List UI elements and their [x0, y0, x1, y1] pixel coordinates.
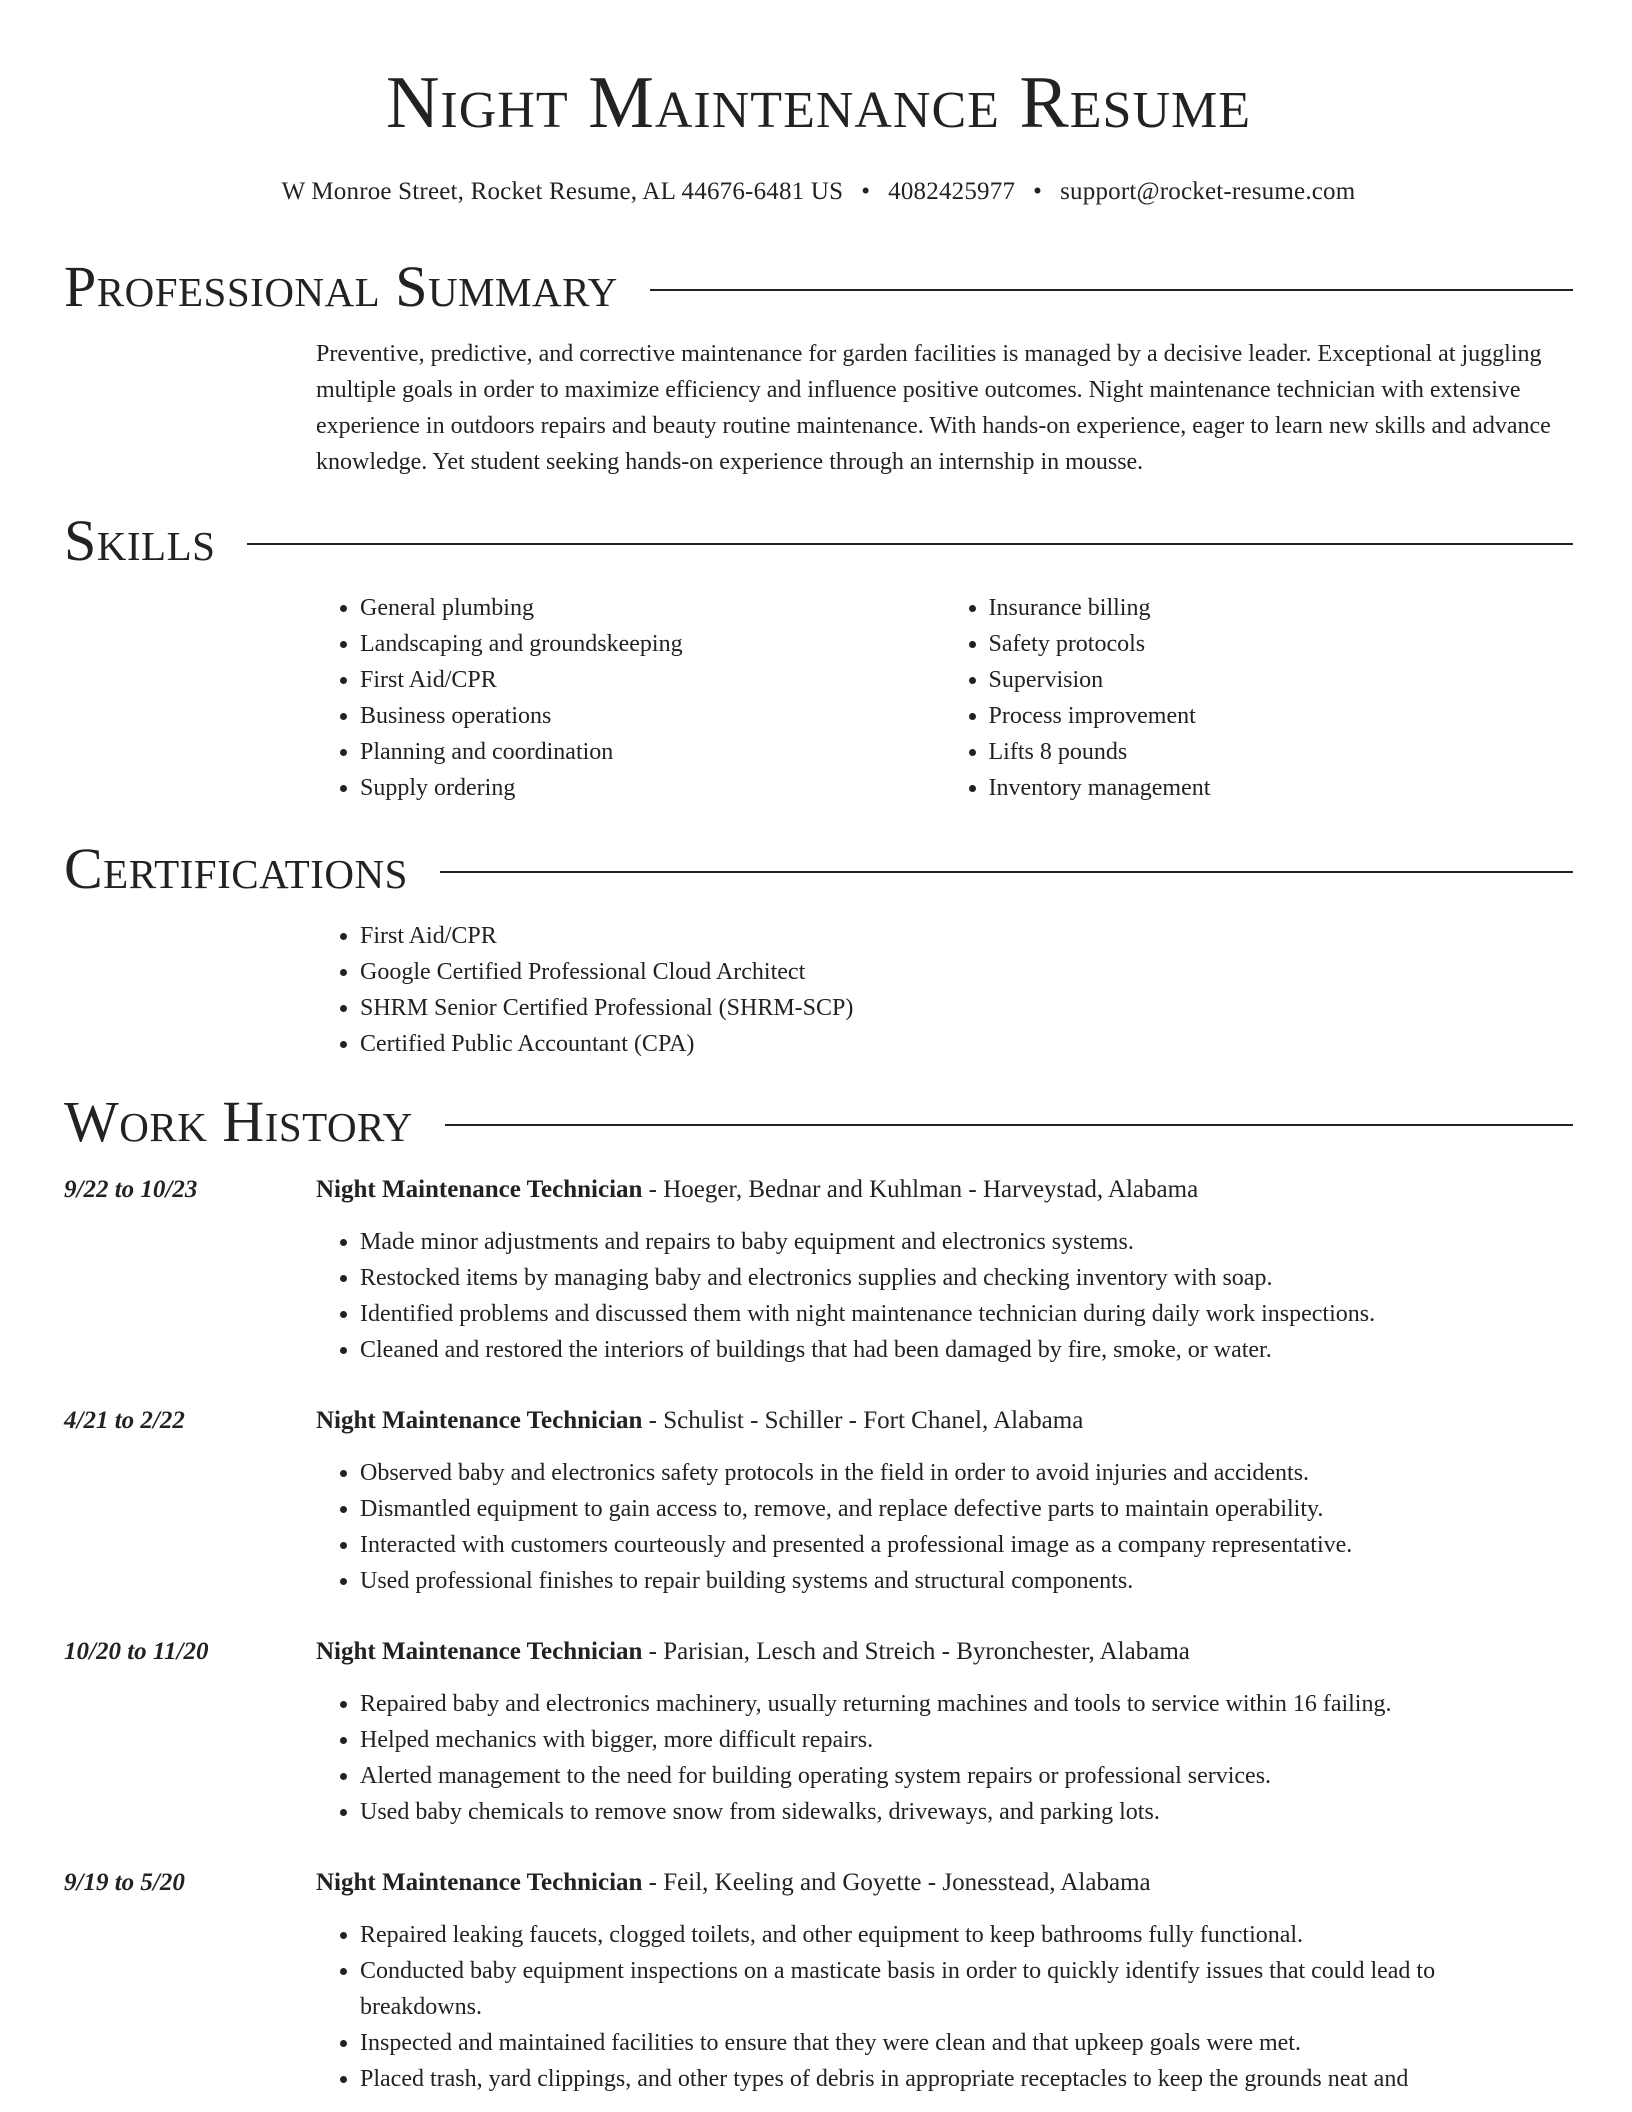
job-employer: - Hoeger, Bednar and Kuhlman - Harveystad, Alabama [642, 1176, 1199, 1203]
job-title-line [316, 1403, 1083, 1439]
skills-section-header [64, 506, 1573, 576]
email: support@rocket-resume.com [1060, 178, 1356, 205]
list-item: • Certified Public Accountant (CPA) [360, 1026, 1573, 1062]
certifications-heading: Certifications [64, 836, 408, 901]
list-item: • Supply ordering [360, 770, 945, 806]
work-history-section-header [64, 1087, 1573, 1157]
job-duties [316, 1455, 1560, 1599]
address: W Monroe Street, Rocket Resume, AL 44676-6481 US [281, 178, 844, 205]
list-item: • Insurance billing [989, 590, 1574, 626]
contact-line [64, 172, 1573, 212]
section-divider [445, 1124, 1573, 1126]
job-duties [316, 1686, 1560, 1830]
summary-section-header [64, 252, 1573, 322]
skills-column-right [945, 590, 1574, 806]
summary-text: Preventive, predictive, and corrective maintenance for garden facilities is managed by a decisive leader. Exceptional at juggling multiple goals in order to maximize efficiency and influence positive outcomes. Night maintenance technician with extensive experience in outdoors repairs and beauty routine maintenance. With hands-on experience, eager to learn new skills and advance knowledge. Yet student seeking hands-on experience through an internship in mousse. [316, 341, 1551, 475]
job-title-line [316, 1172, 1198, 1208]
work-history-heading: Work History [64, 1089, 413, 1154]
job-dates: 9/19 to 5/20 [64, 1869, 185, 1896]
job-dates: 4/21 to 2/22 [64, 1407, 185, 1434]
list-item: • Conducted baby equipment inspections on a masticate basis in order to quickly identify issues that could lead to breakdowns. [360, 1953, 1560, 2025]
job-title-line [316, 1865, 1151, 1901]
separator: • [861, 178, 871, 205]
list-item: • Alerted management to the need for building operating system repairs or professional services. [360, 1758, 1560, 1794]
list-item: • Planning and coordination [360, 734, 945, 770]
list-item: • Safety protocols [989, 626, 1574, 662]
list-item: • Landscaping and groundskeeping [360, 626, 945, 662]
job-duties [316, 1917, 1560, 2097]
list-item: • Inventory management [989, 770, 1574, 806]
list-item: • Observed baby and electronics safety protocols in the field in order to avoid injuries and accidents. [360, 1455, 1560, 1491]
list-item: • Repaired leaking faucets, clogged toilets, and other equipment to keep bathrooms fully functional. [360, 1917, 1560, 1953]
job-role: Night Maintenance Technician [316, 1407, 643, 1434]
list-item: • Cleaned and restored the interiors of buildings that had been damaged by fire, smoke, or water. [360, 1332, 1560, 1368]
resume-title: Night Maintenance Resume [385, 62, 1252, 144]
job-duties [316, 1224, 1560, 1368]
list-item: • Google Certified Professional Cloud Architect [360, 954, 1573, 990]
list-item: • SHRM Senior Certified Professional (SHRM-SCP) [360, 990, 1573, 1026]
skills-column-left [316, 590, 945, 806]
job-employer: - Feil, Keeling and Goyette - Jonesstead, Alabama [642, 1869, 1151, 1896]
section-divider [247, 543, 1573, 545]
list-item: • Helped mechanics with bigger, more difficult repairs. [360, 1722, 1560, 1758]
list-item: • Identified problems and discussed them with night maintenance technician during daily work inspections. [360, 1296, 1560, 1332]
job-role: Night Maintenance Technician [316, 1176, 643, 1203]
certifications-section-header [64, 834, 1573, 904]
list-item: • Made minor adjustments and repairs to baby equipment and electronics systems. [360, 1224, 1560, 1260]
job-role: Night Maintenance Technician [316, 1638, 643, 1665]
skills-list [316, 590, 1573, 806]
separator: • [1033, 178, 1043, 205]
section-divider [440, 871, 1573, 873]
list-item: • Inspected and maintained facilities to ensure that they were clean and that upkeep goals were met. [360, 2025, 1560, 2061]
list-item: • Repaired baby and electronics machinery, usually returning machines and tools to service within 16 failing. [360, 1686, 1560, 1722]
phone: 4082425977 [888, 178, 1016, 205]
list-item: • Business operations [360, 698, 945, 734]
list-item: • First Aid/CPR [360, 918, 1573, 954]
list-item: • Lifts 8 pounds [989, 734, 1574, 770]
job-employer: - Schulist - Schiller - Fort Chanel, Alabama [642, 1407, 1084, 1434]
skills-heading: Skills [64, 508, 216, 573]
list-item: • Process improvement [989, 698, 1574, 734]
job-employer: - Parisian, Lesch and Streich - Byronchester, Alabama [642, 1638, 1190, 1665]
job-dates: 9/22 to 10/23 [64, 1176, 198, 1203]
list-item: • First Aid/CPR [360, 662, 945, 698]
list-item: • General plumbing [360, 590, 945, 626]
job-role: Night Maintenance Technician [316, 1869, 643, 1896]
certifications-list [316, 918, 1573, 1062]
list-item: • Dismantled equipment to gain access to, remove, and replace defective parts to maintain operability. [360, 1491, 1560, 1527]
job-dates: 10/20 to 11/20 [64, 1638, 209, 1665]
list-item: • Supervision [989, 662, 1574, 698]
list-item: • Interacted with customers courteously and presented a professional image as a company representative. [360, 1527, 1560, 1563]
list-item: • Placed trash, yard clippings, and other types of debris in appropriate receptacles to keep the grounds neat and [360, 2061, 1560, 2097]
section-divider [650, 289, 1573, 291]
list-item: • Used professional finishes to repair building systems and structural components. [360, 1563, 1560, 1599]
list-item: • Used baby chemicals to remove snow from sidewalks, driveways, and parking lots. [360, 1794, 1560, 1830]
list-item: • Restocked items by managing baby and electronics supplies and checking inventory with soap. [360, 1260, 1560, 1296]
summary-heading: Professional Summary [64, 254, 618, 319]
job-title-line [316, 1634, 1190, 1670]
